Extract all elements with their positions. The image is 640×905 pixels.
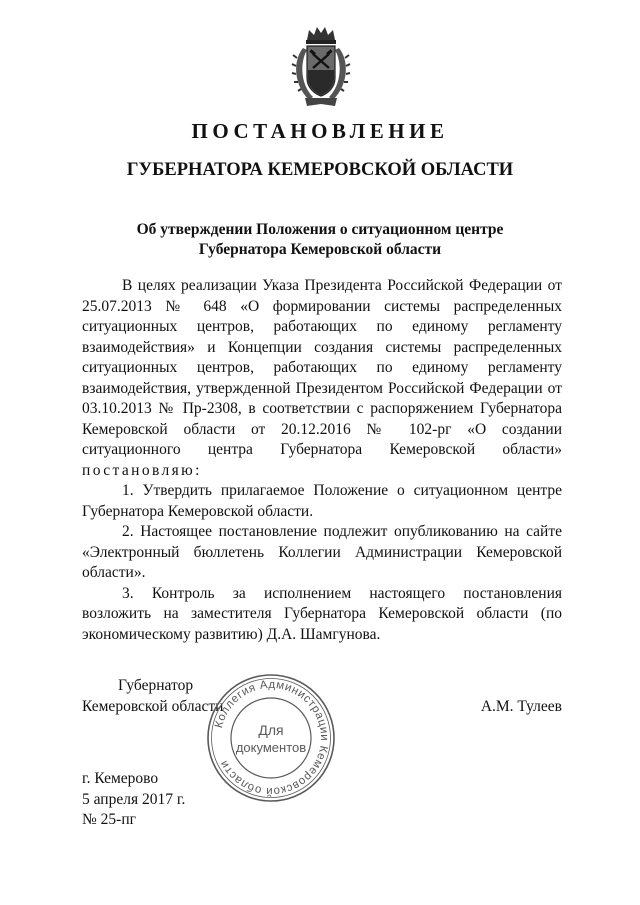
document-title: ПОСТАНОВЛЕНИЕ <box>191 119 449 143</box>
decree-item-1: 1. Утвердить прилагаемое Положение о ситуационном центре Губернатора Кемеровской области. <box>82 482 562 520</box>
decree-item-3: 3. Контроль за исполнением настоящего постановления возложить на заместителя Губернатора Кемеровской области (по экономическому развитию) Д.А. Шамгунова. <box>82 584 562 643</box>
stamp-ring-text: Коллегия Администрации Кемеровской области <box>213 678 331 798</box>
signatory-position-line-2: Кемеровской области <box>82 697 224 715</box>
document-subject <box>0 220 640 260</box>
coat-of-arms-icon <box>291 26 351 110</box>
preamble-paragraph <box>82 276 562 481</box>
preamble-text: В целях реализации Указа Президента Российской Федерации от 25.07.2013 № 648 «О формировании системы распределенных ситуационных центров, работающих по единому регламенту взаимодействия» и Концепции создания системы распределенных ситуационных центров, работающих по единому регламенту взаимодействия, утвержденной Президентом Российской Федерации от 03.10.2013 № Пр-2308, в соответствии с распоряжением Губернатора Кемеровской области от 20.12.2016 № 102-рг «О создании ситуационного центра Губернатора Кемеровской области» <box>82 277 562 458</box>
stamp-center-line-1: Для <box>258 722 284 738</box>
document-number: № 25-пг <box>82 811 136 828</box>
document-date: 5 апреля 2017 г. <box>82 790 186 808</box>
subject-line-1: Об утверждении Положения о ситуационном центре <box>136 221 504 238</box>
official-stamp <box>205 672 337 804</box>
decree-word: постановляю: <box>82 461 202 479</box>
subject-line-2: Губернатора Кемеровской области <box>198 241 442 258</box>
signatory-position-line-1: Губернатор <box>118 677 194 694</box>
stamp-center-line-2: документов <box>235 740 307 755</box>
signatory-name: А.М. Тулеев <box>480 698 562 715</box>
document-body <box>82 276 562 645</box>
decree-item-2: 2. Настоящее постановление подлежит опубликованию на сайте «Электронный бюллетень Коллегии Администрации Кемеровской области». <box>82 523 562 581</box>
signatory-position <box>82 676 223 717</box>
document-city: г. Кемерово <box>82 770 159 787</box>
document-issuer: ГУБЕРНАТОРА КЕМЕРОВСКОЙ ОБЛАСТИ <box>126 160 514 180</box>
place-and-date <box>82 769 185 831</box>
